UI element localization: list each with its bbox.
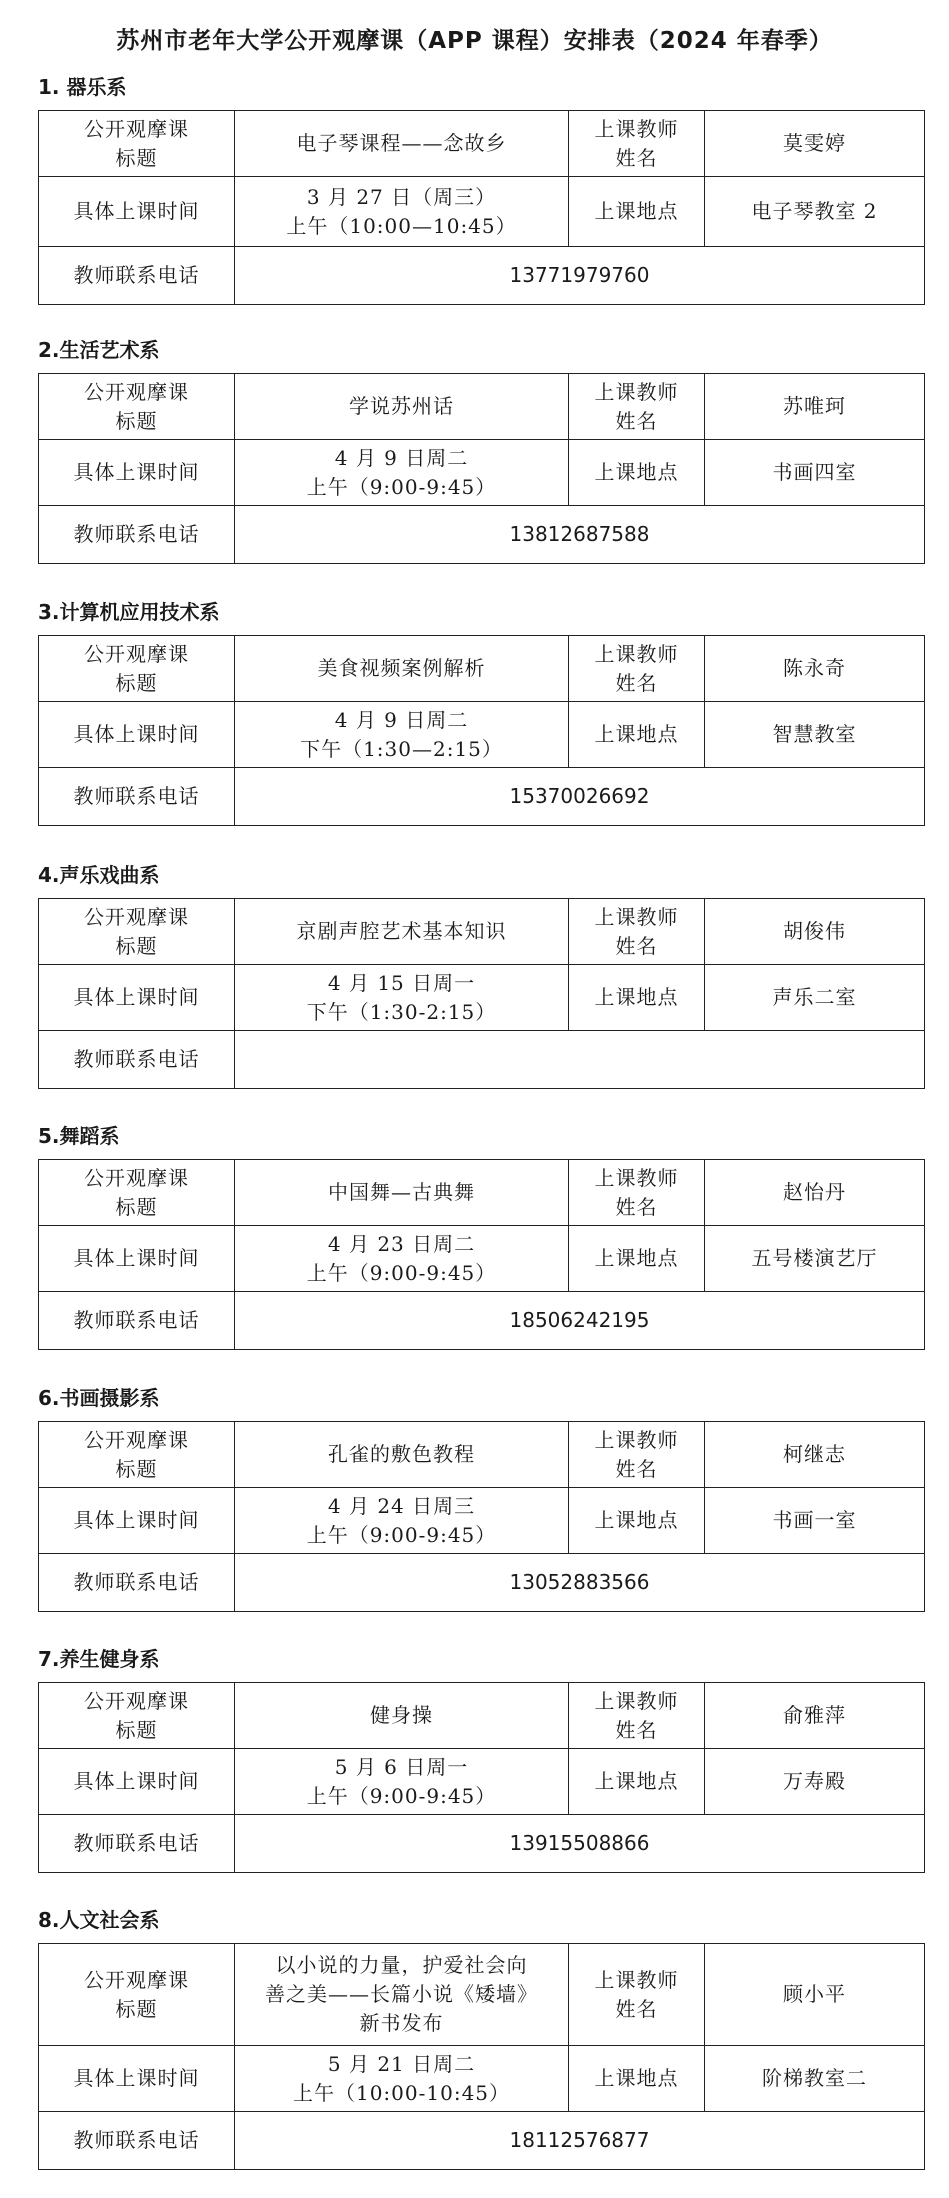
time-line: 上午（9:00-9:45） bbox=[306, 1522, 497, 1547]
course-title-label-line1: 公开观摩课 bbox=[84, 379, 189, 404]
teacher-label bbox=[569, 374, 705, 440]
time-row bbox=[39, 440, 925, 506]
time-value bbox=[235, 1749, 569, 1815]
teacher-label-line1: 上课教师 bbox=[594, 1688, 679, 1713]
department-heading: 4.声乐戏曲系 bbox=[38, 863, 160, 887]
time-value bbox=[235, 965, 569, 1031]
time-value bbox=[235, 2046, 569, 2112]
phone-label: 教师联系电话 bbox=[39, 768, 235, 826]
course-title-label-line2: 标题 bbox=[115, 408, 158, 433]
course-title-label bbox=[39, 899, 235, 965]
location-value: 万寿殿 bbox=[705, 1749, 925, 1815]
time-label: 具体上课时间 bbox=[39, 1226, 235, 1292]
teacher-label-line1: 上课教师 bbox=[594, 116, 679, 141]
course-title-label bbox=[39, 1160, 235, 1226]
time-row bbox=[39, 1488, 925, 1554]
course-title-value bbox=[235, 1160, 569, 1226]
course-info-table bbox=[38, 373, 925, 564]
location-value: 声乐二室 bbox=[705, 965, 925, 1031]
teacher-label bbox=[569, 1160, 705, 1226]
course-title-label bbox=[39, 1944, 235, 2046]
teacher-label bbox=[569, 1944, 705, 2046]
course-title-line: 美食视频案例解析 bbox=[317, 656, 486, 680]
department-heading: 6.书画摄影系 bbox=[38, 1386, 160, 1410]
time-line: 4 月 23 日周二 bbox=[327, 1231, 476, 1256]
teacher-label-line1: 上课教师 bbox=[594, 904, 679, 929]
location-label: 上课地点 bbox=[569, 2046, 705, 2112]
course-title-value bbox=[235, 1422, 569, 1488]
phone-label: 教师联系电话 bbox=[39, 1292, 235, 1350]
course-row bbox=[39, 1683, 925, 1749]
phone-label: 教师联系电话 bbox=[39, 247, 235, 305]
phone-label: 教师联系电话 bbox=[39, 2112, 235, 2170]
location-label: 上课地点 bbox=[569, 1488, 705, 1554]
course-info-table bbox=[38, 898, 925, 1089]
time-line: 上午（9:00-9:45） bbox=[306, 474, 497, 499]
course-row bbox=[39, 899, 925, 965]
course-title-line: 孔雀的敷色教程 bbox=[328, 1442, 475, 1466]
time-line: 5 月 6 日周一 bbox=[334, 1754, 469, 1779]
course-info-table bbox=[38, 1682, 925, 1873]
course-title-line: 新书发布 bbox=[359, 2011, 444, 2035]
phone-value: 13052883566 bbox=[235, 1554, 925, 1612]
course-title-value bbox=[235, 1944, 569, 2046]
course-info-table bbox=[38, 1421, 925, 1612]
location-label: 上课地点 bbox=[569, 702, 705, 768]
time-line: 上午（10:00-10:45） bbox=[292, 2080, 511, 2105]
course-title-value bbox=[235, 111, 569, 177]
department-section-5 bbox=[38, 1121, 924, 1350]
course-title-label-line1: 公开观摩课 bbox=[84, 641, 189, 666]
teacher-label-line2: 姓名 bbox=[615, 933, 658, 958]
phone-row bbox=[39, 506, 925, 564]
time-label: 具体上课时间 bbox=[39, 1749, 235, 1815]
teacher-name-value: 陈永奇 bbox=[705, 636, 925, 702]
course-title-label bbox=[39, 636, 235, 702]
course-title-line: 电子琴课程——念故乡 bbox=[296, 131, 507, 155]
time-label: 具体上课时间 bbox=[39, 177, 235, 247]
course-title-line: 健身操 bbox=[370, 1703, 433, 1727]
teacher-label-line2: 姓名 bbox=[615, 1996, 658, 2021]
time-line: 下午（1:30-2:15） bbox=[306, 999, 497, 1024]
teacher-label-line2: 姓名 bbox=[615, 408, 658, 433]
location-label: 上课地点 bbox=[569, 1226, 705, 1292]
time-row bbox=[39, 1226, 925, 1292]
phone-value bbox=[235, 1031, 925, 1089]
phone-value: 18112576877 bbox=[235, 2112, 925, 2170]
location-label: 上课地点 bbox=[569, 1749, 705, 1815]
phone-value: 13771979760 bbox=[235, 247, 925, 305]
department-section-2 bbox=[38, 335, 924, 564]
course-title-value bbox=[235, 899, 569, 965]
department-section-7 bbox=[38, 1644, 924, 1873]
teacher-label bbox=[569, 1683, 705, 1749]
teacher-label-line2: 姓名 bbox=[615, 145, 658, 170]
time-line: 4 月 9 日周二 bbox=[334, 445, 469, 470]
course-title-label-line1: 公开观摩课 bbox=[84, 1427, 189, 1452]
course-title-label-line2: 标题 bbox=[115, 1456, 158, 1481]
department-heading: 3.计算机应用技术系 bbox=[38, 600, 220, 624]
time-row bbox=[39, 702, 925, 768]
time-line: 下午（1:30—2:15） bbox=[300, 736, 503, 761]
teacher-label-line1: 上课教师 bbox=[594, 1165, 679, 1190]
teacher-name-value: 顾小平 bbox=[705, 1944, 925, 2046]
location-value: 电子琴教室 2 bbox=[705, 177, 925, 247]
teacher-name-value: 俞雅萍 bbox=[705, 1683, 925, 1749]
course-title-label bbox=[39, 111, 235, 177]
course-row bbox=[39, 374, 925, 440]
course-title-label bbox=[39, 374, 235, 440]
course-title-label-line1: 公开观摩课 bbox=[84, 1967, 189, 1992]
teacher-label-line1: 上课教师 bbox=[594, 379, 679, 404]
course-row bbox=[39, 1160, 925, 1226]
time-row bbox=[39, 177, 925, 247]
phone-label: 教师联系电话 bbox=[39, 1031, 235, 1089]
course-title-label-line1: 公开观摩课 bbox=[84, 1688, 189, 1713]
course-title-label-line2: 标题 bbox=[115, 1717, 158, 1742]
time-line: 4 月 15 日周一 bbox=[327, 970, 476, 995]
teacher-name-value: 柯继志 bbox=[705, 1422, 925, 1488]
location-value: 书画四室 bbox=[705, 440, 925, 506]
phone-value: 13915508866 bbox=[235, 1815, 925, 1873]
time-line: 上午（9:00-9:45） bbox=[306, 1783, 497, 1808]
phone-row bbox=[39, 1292, 925, 1350]
course-title-label-line2: 标题 bbox=[115, 670, 158, 695]
phone-row bbox=[39, 1554, 925, 1612]
course-row bbox=[39, 636, 925, 702]
course-row bbox=[39, 1944, 925, 2046]
course-info-table bbox=[38, 1159, 925, 1350]
teacher-label bbox=[569, 1422, 705, 1488]
location-value: 五号楼演艺厅 bbox=[705, 1226, 925, 1292]
course-title-label-line2: 标题 bbox=[115, 933, 158, 958]
course-title-label-line1: 公开观摩课 bbox=[84, 1165, 189, 1190]
time-value bbox=[235, 702, 569, 768]
teacher-label-line2: 姓名 bbox=[615, 670, 658, 695]
time-label: 具体上课时间 bbox=[39, 440, 235, 506]
time-value bbox=[235, 1226, 569, 1292]
phone-value: 13812687588 bbox=[235, 506, 925, 564]
course-title-label-line2: 标题 bbox=[115, 1194, 158, 1219]
time-line: 4 月 24 日周三 bbox=[327, 1493, 476, 1518]
course-title-value bbox=[235, 374, 569, 440]
course-title-label bbox=[39, 1683, 235, 1749]
department-heading: 8.人文社会系 bbox=[38, 1908, 160, 1932]
course-title-line: 学说苏州话 bbox=[349, 394, 454, 418]
course-title-line: 京剧声腔艺术基本知识 bbox=[296, 919, 507, 943]
time-value bbox=[235, 177, 569, 247]
time-line: 3 月 27 日（周三） bbox=[306, 184, 497, 209]
phone-row bbox=[39, 1815, 925, 1873]
location-value: 阶梯教室二 bbox=[705, 2046, 925, 2112]
time-line: 5 月 21 日周二 bbox=[327, 2051, 476, 2076]
time-row bbox=[39, 1749, 925, 1815]
teacher-label bbox=[569, 111, 705, 177]
location-label: 上课地点 bbox=[569, 440, 705, 506]
time-line: 上午（9:00-9:45） bbox=[306, 1260, 497, 1285]
course-info-table bbox=[38, 635, 925, 826]
teacher-name-value: 胡俊伟 bbox=[705, 899, 925, 965]
department-section-4 bbox=[38, 860, 924, 1089]
teacher-label-line2: 姓名 bbox=[615, 1717, 658, 1742]
course-title-label-line2: 标题 bbox=[115, 145, 158, 170]
time-label: 具体上课时间 bbox=[39, 702, 235, 768]
course-title-line: 中国舞—古典舞 bbox=[328, 1180, 475, 1204]
course-info-table bbox=[38, 110, 925, 305]
phone-row bbox=[39, 768, 925, 826]
time-label: 具体上课时间 bbox=[39, 965, 235, 1031]
teacher-label bbox=[569, 899, 705, 965]
teacher-name-value: 赵怡丹 bbox=[705, 1160, 925, 1226]
course-title-line: 以小说的力量，护爱社会向 bbox=[275, 1953, 528, 1977]
time-value bbox=[235, 440, 569, 506]
department-section-3 bbox=[38, 597, 924, 826]
department-heading: 1. 器乐系 bbox=[38, 75, 127, 99]
department-section-1 bbox=[38, 72, 924, 305]
department-heading: 5.舞蹈系 bbox=[38, 1124, 120, 1148]
teacher-name-value: 苏唯珂 bbox=[705, 374, 925, 440]
time-label: 具体上课时间 bbox=[39, 2046, 235, 2112]
course-info-table bbox=[38, 1943, 925, 2170]
time-row bbox=[39, 2046, 925, 2112]
course-title-value bbox=[235, 636, 569, 702]
location-value: 书画一室 bbox=[705, 1488, 925, 1554]
time-row bbox=[39, 965, 925, 1031]
course-title-line: 善之美——长篇小说《矮墙》 bbox=[265, 1982, 538, 2006]
course-title-label-line1: 公开观摩课 bbox=[84, 116, 189, 141]
teacher-label-line2: 姓名 bbox=[615, 1456, 658, 1481]
phone-label: 教师联系电话 bbox=[39, 1815, 235, 1873]
teacher-label-line2: 姓名 bbox=[615, 1194, 658, 1219]
teacher-name-value: 莫雯婷 bbox=[705, 111, 925, 177]
phone-value: 18506242195 bbox=[235, 1292, 925, 1350]
course-title-label-line2: 标题 bbox=[115, 1996, 158, 2021]
time-line: 4 月 9 日周二 bbox=[334, 707, 469, 732]
teacher-label bbox=[569, 636, 705, 702]
course-title-value bbox=[235, 1683, 569, 1749]
department-section-6 bbox=[38, 1383, 924, 1612]
location-label: 上课地点 bbox=[569, 965, 705, 1031]
course-title-label bbox=[39, 1422, 235, 1488]
document-title: 苏州市老年大学公开观摩课（APP 课程）安排表（2024 年春季） bbox=[116, 28, 833, 54]
course-row bbox=[39, 1422, 925, 1488]
phone-label: 教师联系电话 bbox=[39, 1554, 235, 1612]
time-value bbox=[235, 1488, 569, 1554]
location-label: 上课地点 bbox=[569, 177, 705, 247]
phone-row bbox=[39, 247, 925, 305]
location-value: 智慧教室 bbox=[705, 702, 925, 768]
phone-value: 15370026692 bbox=[235, 768, 925, 826]
phone-row bbox=[39, 2112, 925, 2170]
course-title-label-line1: 公开观摩课 bbox=[84, 904, 189, 929]
phone-label: 教师联系电话 bbox=[39, 506, 235, 564]
phone-row bbox=[39, 1031, 925, 1089]
department-section-8 bbox=[38, 1905, 924, 2170]
teacher-label-line1: 上课教师 bbox=[594, 1967, 679, 1992]
time-line: 上午（10:00—10:45） bbox=[286, 213, 517, 238]
teacher-label-line1: 上课教师 bbox=[594, 1427, 679, 1452]
department-heading: 2.生活艺术系 bbox=[38, 338, 160, 362]
course-row bbox=[39, 111, 925, 177]
department-heading: 7.养生健身系 bbox=[38, 1647, 160, 1671]
time-label: 具体上课时间 bbox=[39, 1488, 235, 1554]
teacher-label-line1: 上课教师 bbox=[594, 641, 679, 666]
